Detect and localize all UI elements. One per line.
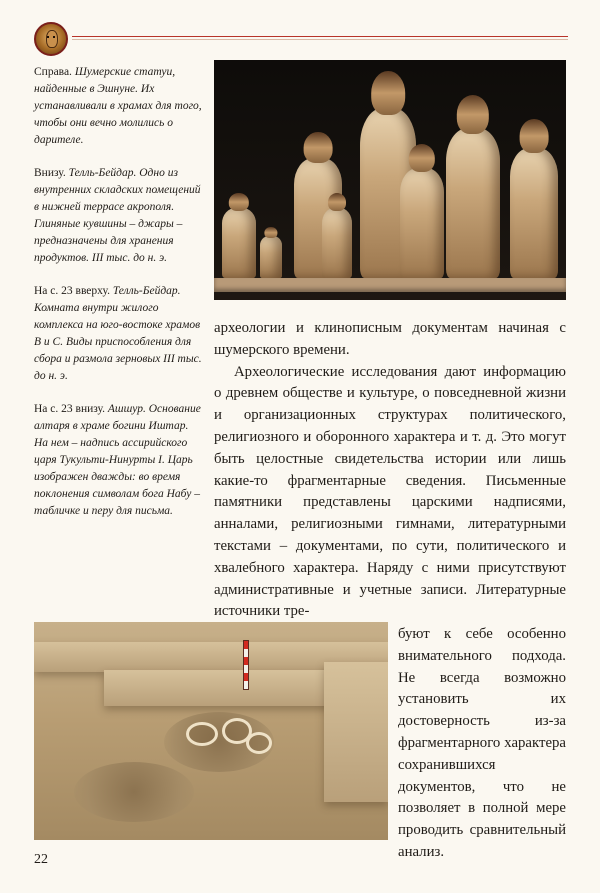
mud-brick-wall — [104, 670, 334, 706]
ranging-pole — [243, 640, 249, 690]
statue — [400, 168, 444, 278]
caption-p23-bottom — [34, 401, 204, 520]
photo-sumerian-statues — [214, 60, 566, 300]
clay-jar — [246, 732, 272, 754]
caption-body: Телль-Бейдар. Одно из внутренних складских помещений в нижней террасе акрополя. Глиняные кувшины – джары – предназначены для хранения продуктов. III тыс. до н. э. — [34, 167, 201, 264]
main-text-upper — [214, 318, 566, 623]
paragraph: Археологические исследования дают информацию о древнем обществе и культуре, о повседневной жизни и организационных структурах политического, религиозного и оборонного характера и т. д. Это могут быть целостные свидетельства истории или лишь какие-то фрагментарные сведения. Письменные памятники представлены царскими надписями, анналами, религиозными гимнами, литературными текстами – документами, по сути, политического и хвалебного характера. Наряду с ними присутствуют административные и учетные записи. Литературные источники тре- — [214, 363, 566, 620]
statue — [446, 128, 500, 278]
caption-body: Шумерские статуи, найденные в Эшнуне. Их устанавливали в храмах для того, чтобы они вечно молились о дарителе. — [34, 66, 202, 146]
caption-below — [34, 165, 204, 267]
statue — [260, 236, 282, 278]
logo-eyes — [47, 36, 55, 38]
header-rule-thin — [72, 39, 568, 40]
page-number: 22 — [34, 852, 48, 867]
floor-debris — [74, 762, 194, 822]
statue — [322, 208, 352, 278]
caption-lead: Внизу. — [34, 167, 66, 179]
caption-right — [34, 64, 204, 149]
display-base — [214, 278, 566, 292]
caption-p23-top — [34, 283, 204, 385]
main-text-lower — [398, 624, 566, 864]
paragraph-continuation: археологии и клинописным документам начиная с шумерского времени. — [214, 320, 566, 358]
caption-lead: На с. 23 вверху. — [34, 285, 110, 297]
header-rule — [72, 36, 568, 37]
caption-lead: Справа. — [34, 66, 72, 78]
statue — [222, 208, 256, 278]
mud-brick-wall — [324, 662, 388, 802]
statue — [510, 148, 558, 278]
sumerian-head-icon — [34, 22, 68, 56]
paragraph-continuation: буют к себе особенно внимательного подхода. Не всегда возможно установить их достоверность из-за фрагментарного характера сохранившихся документов, что не позволяет в полной мере проводить сравнительный анализ. — [398, 626, 566, 860]
photo-excavation — [34, 622, 388, 840]
caption-column — [34, 64, 204, 536]
caption-body: Ашшур. Основание алтаря в храме богини Иштар. На нем – надпись ассирийского царя Тукульти-Нинурты I. Царь изображен дважды: во время поклонения символам бога Набу – табличке и перу для письма. — [34, 403, 201, 517]
logo-face — [46, 30, 58, 48]
caption-lead: На с. 23 внизу. — [34, 403, 106, 415]
clay-jar — [186, 722, 218, 746]
caption-body: Телль-Бейдар. Комната внутри жилого комплекса на юго-востоке храмов B и C. Виды приспособления для сбора и размола зерновых III тыс. до н. э. — [34, 285, 202, 382]
